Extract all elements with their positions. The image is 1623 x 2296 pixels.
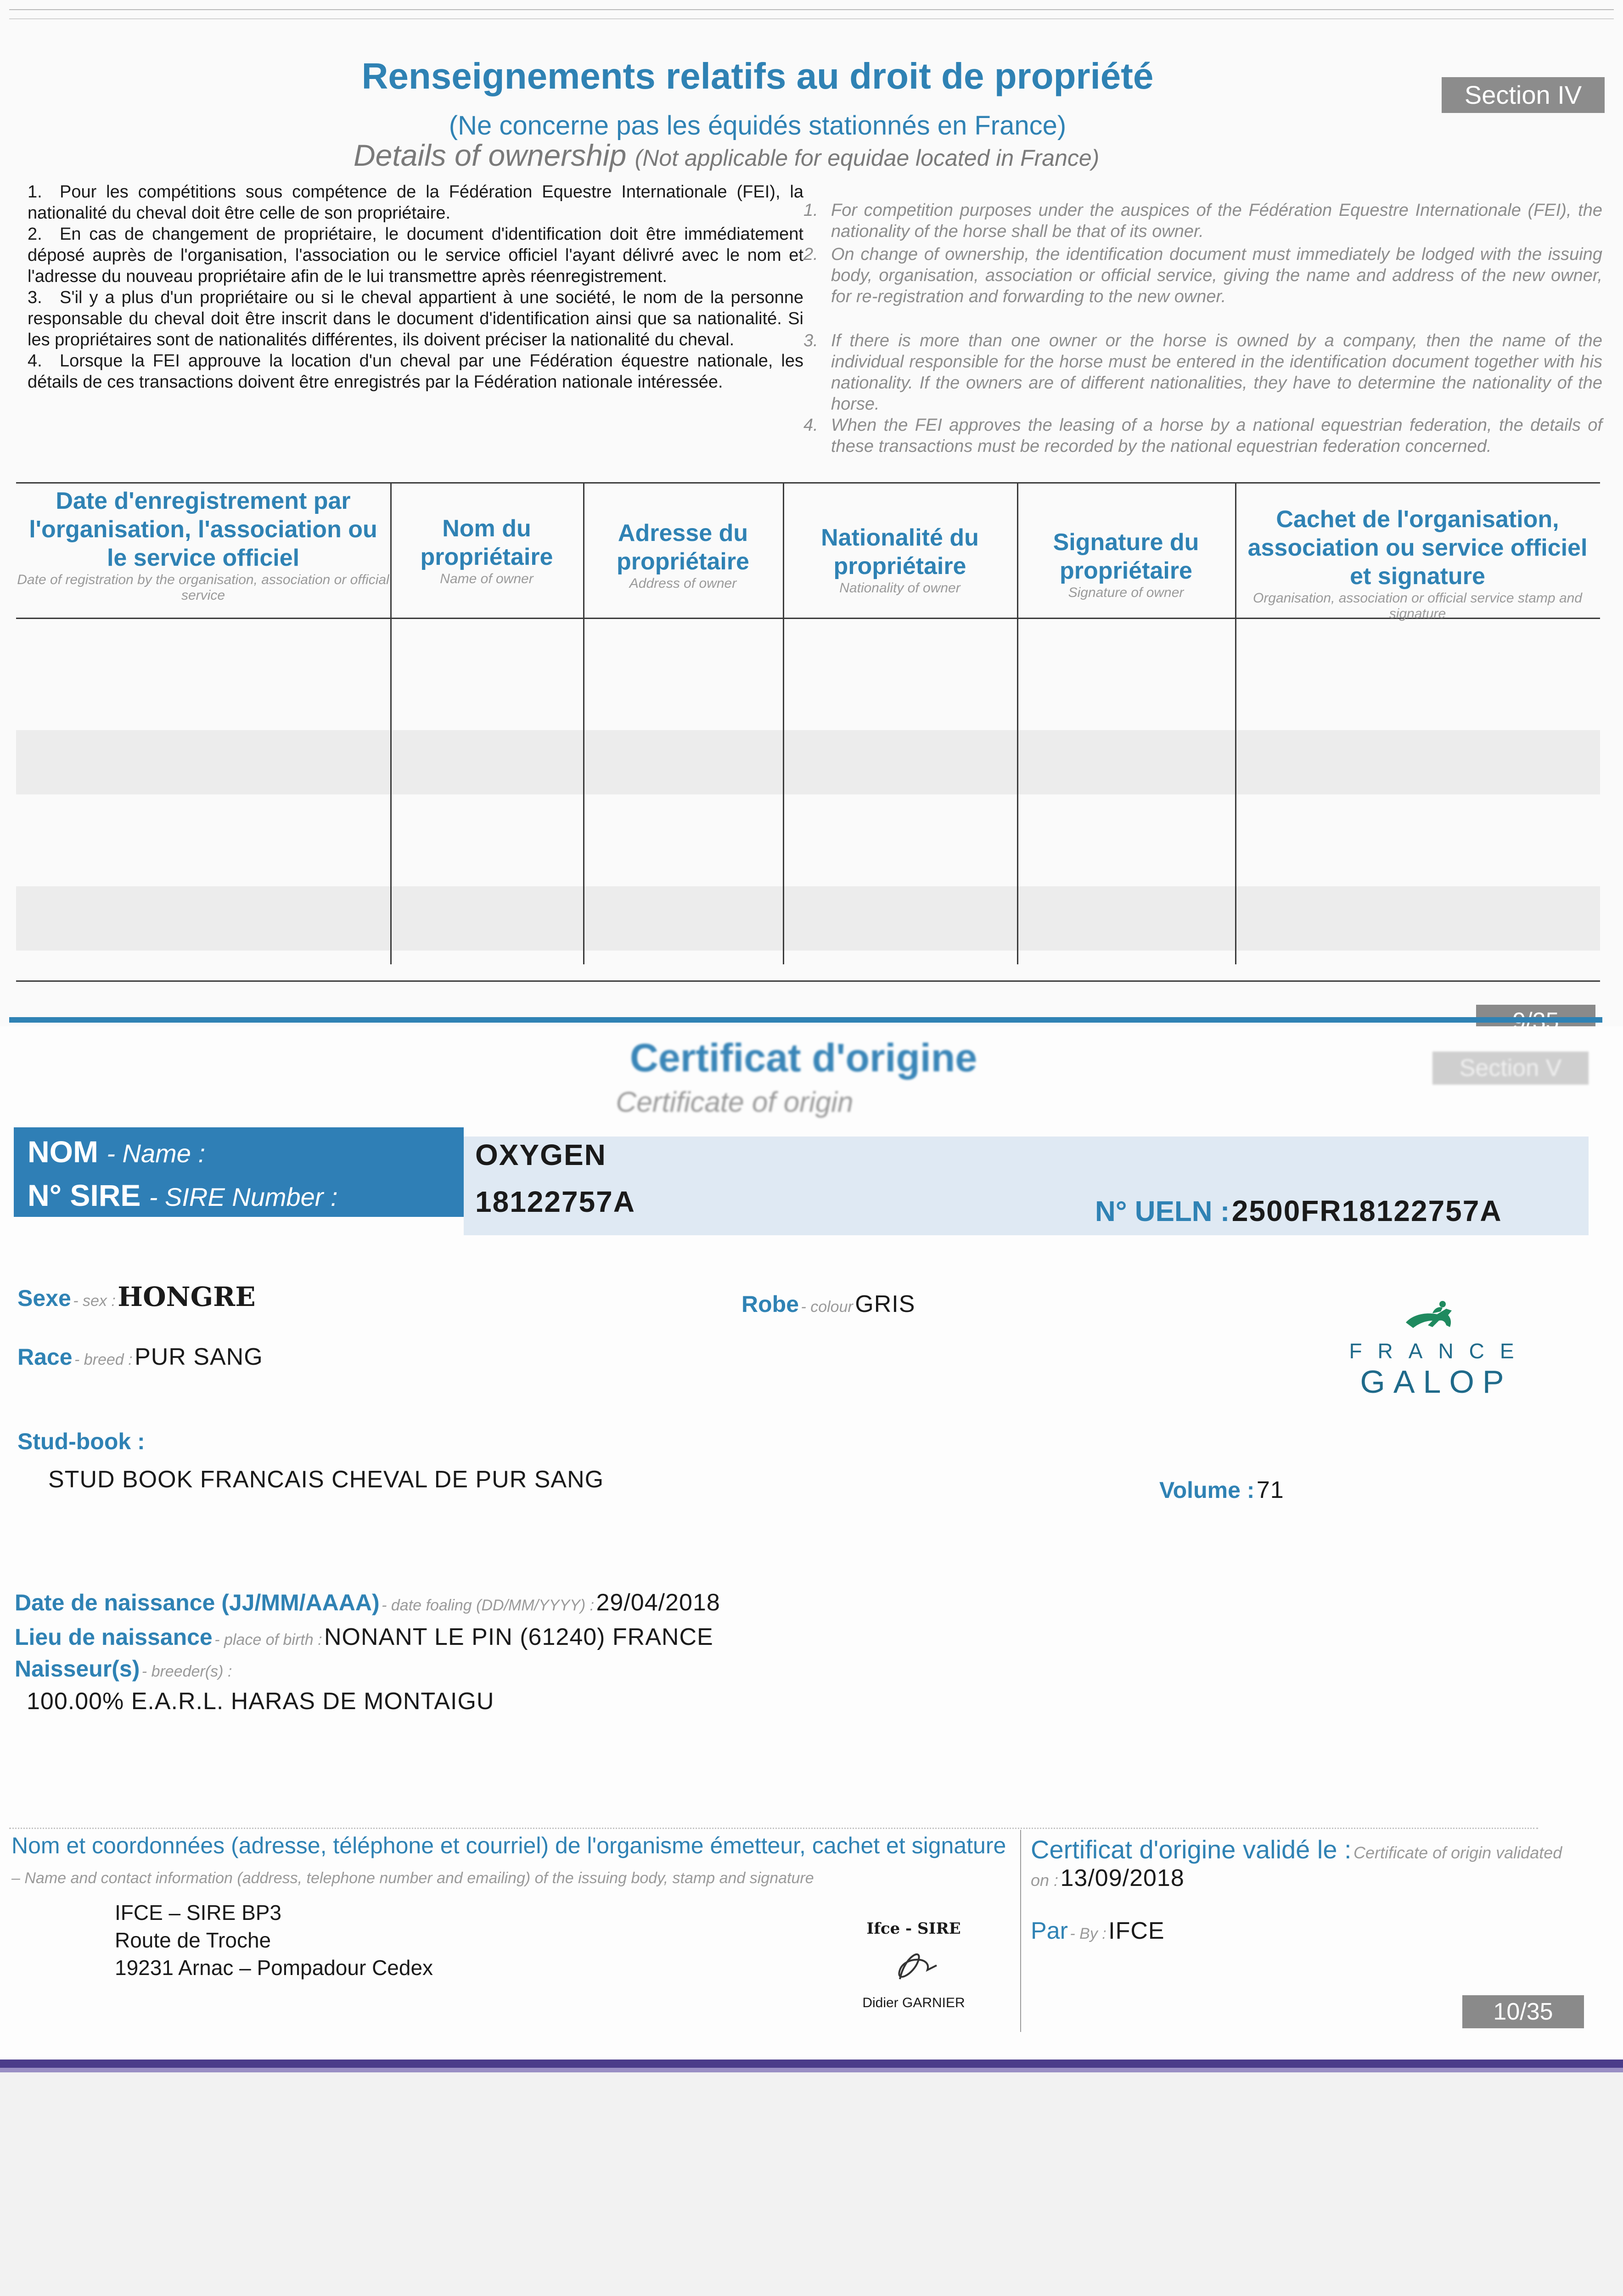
section-iv-subtitle-fr: (Ne concerne pas les équidés stationnés en France) — [449, 111, 1067, 141]
breeder-label: Naisseur(s) — [15, 1656, 140, 1682]
note-fr-3 — [28, 287, 803, 350]
ownership-table — [16, 482, 1600, 987]
pob-label: Lieu de naissance — [15, 1624, 213, 1650]
volume-value: 71 — [1256, 1477, 1284, 1503]
validation-block — [1031, 1835, 1582, 1892]
col-header-nationality — [783, 523, 1017, 596]
issuer-stamp — [840, 1919, 987, 2011]
col-header-en: Signature of owner — [1068, 585, 1184, 600]
note-en-2 — [803, 244, 1602, 307]
dob-field — [15, 1589, 720, 1616]
ueln-value: 2500FR18122757A — [1231, 1194, 1502, 1227]
note-text: En cas de changement de propriétaire, le document d'identification doit être immédiatement déposé auprès de l'organisation, l'association ou le service officiel l'ayant délivré avec le nom et l'adresse du nouveau propriétaire afin de le lui transmettre après réenregistrement. — [28, 225, 803, 286]
scan-edge-line — [9, 18, 1614, 19]
note-fr-1 — [28, 181, 803, 224]
dotted-separator — [9, 1828, 1538, 1829]
section-v-badge: Section V — [1432, 1052, 1589, 1085]
by-hint: - By : — [1070, 1925, 1106, 1942]
note-text: Pour les compétitions sous compétence de la Fédération Equestre Internationale (FEI), la nationalité du cheval doit être celle de son propriétaire. — [28, 182, 803, 223]
france-galop-logo — [1327, 1295, 1538, 1414]
name-label — [28, 1134, 205, 1169]
note-number: 1. — [803, 201, 818, 220]
stamp-name: Didier GARNIER — [862, 1995, 965, 2010]
section-v-subtitle: Certificate of origin — [616, 1086, 854, 1118]
col-header-address — [583, 519, 783, 591]
sexe-field — [17, 1281, 256, 1312]
logo-text-galop: GALOP — [1360, 1364, 1512, 1400]
subtitle-en-text: Details of ownership — [354, 138, 627, 172]
table-band — [16, 886, 1600, 951]
pob-value: NONANT LE PIN (61240) FRANCE — [324, 1624, 713, 1650]
note-number: 1. — [28, 182, 42, 202]
dob-hint: - date foaling (DD/MM/YYYY) : — [382, 1597, 595, 1614]
page-bottom-edge — [0, 2060, 1623, 2068]
page-number-10: 10/35 — [1462, 1995, 1584, 2028]
issuer-hint: – Name and contact information (address, telephone number and emailing) of the issuing body, stamp and signature — [11, 1869, 814, 1887]
note-number: 2. — [28, 225, 42, 244]
page-top-rule — [9, 1017, 1602, 1023]
note-text: If there is more than one owner or the horse is owned by a company, then the name of the individual responsible for the horse must be entered in the identification document together with his nationality. If the owners are of different nationalities, they have to determine the nationality of the horse. — [831, 331, 1602, 414]
issuer-line: IFCE – SIRE BP3 — [115, 1901, 282, 1925]
col-header-fr: Date d'enregistrement par l'organisation, l'association ou le service officiel — [29, 488, 377, 571]
col-header-date — [16, 487, 390, 603]
stamp-org: Ifce - SIRE — [866, 1919, 961, 1938]
issuer-line: Route de Troche — [115, 1928, 271, 1952]
horse-jockey-icon — [1400, 1295, 1465, 1336]
sire-label — [28, 1178, 338, 1213]
race-label: Race — [17, 1344, 73, 1370]
sexe-label: Sexe — [17, 1285, 71, 1311]
sire-number-value: 18122757A — [475, 1185, 635, 1218]
by-field — [1031, 1917, 1165, 1945]
col-header-fr: Signature du propriétaire — [1053, 529, 1199, 584]
table-rule — [16, 482, 1600, 484]
col-header-fr: Cachet de l'organisation, association ou service officiel et signature — [1247, 506, 1588, 590]
note-number: 3. — [803, 331, 818, 350]
col-header-fr: Adresse du propriétaire — [617, 520, 749, 575]
note-text: On change of ownership, the identification document must immediately be lodged with the issuing body, organisation, association or official service, giving the name and address of the new owner, for re-registration and forwarding to the new owner. — [831, 245, 1602, 306]
note-number: 4. — [28, 351, 42, 371]
issuer-label: Nom et coordonnées (adresse, téléphone et courriel) de l'organisme émetteur, cachet et signature — [11, 1833, 1006, 1858]
name-label-en: - Name : — [107, 1139, 206, 1168]
validated-hint: Certificate of origin validated on : — [1031, 1843, 1562, 1890]
volume-field — [1159, 1476, 1284, 1504]
col-header-en: Address of owner — [629, 576, 737, 591]
note-text: When the FEI approves the leasing of a horse by a national equestrian federation, the details of these transactions must be recorded by the national equestrian federation concerned. — [831, 416, 1602, 456]
race-field — [17, 1343, 263, 1371]
sire-label-en: - SIRE Number : — [149, 1182, 338, 1211]
dob-value: 29/04/2018 — [596, 1589, 720, 1616]
pob-hint: - place of birth : — [214, 1631, 322, 1649]
note-text: S'il y a plus d'un propriétaire ou si le cheval appartient à une société, le nom de la personne responsable du cheval doit être inscrit dans le document d'identification ainsi que sa nationalité. Si les propriétaires sont de nationalités différentes, ils doivent préciser la nationalité du cheval. — [28, 288, 803, 349]
dob-label: Date de naissance (JJ/MM/AAAA) — [15, 1590, 380, 1615]
note-text: For competition purposes under the auspices of the Fédération Equestre Internationale (FEI), the nationality of the horse shall be that of its owner. — [831, 201, 1602, 241]
notes-en — [803, 200, 1602, 457]
sexe-value: HONGRE — [118, 1281, 256, 1312]
breeder-value: 100.00% E.A.R.L. HARAS DE MONTAIGU — [27, 1688, 494, 1715]
col-header-en: Date of registration by the organisation, association or official service — [17, 572, 389, 603]
breeder-field — [15, 1655, 232, 1682]
studbook-value: STUD BOOK FRANCAIS CHEVAL DE PUR SANG — [48, 1466, 604, 1493]
scan-background — [0, 2072, 1623, 2296]
robe-label: Robe — [741, 1291, 799, 1317]
breeder-hint: - breeder(s) : — [141, 1663, 232, 1680]
footer-divider — [1020, 1830, 1021, 2032]
col-header-fr: Nom du propriétaire — [420, 515, 553, 570]
sire-label-fr: N° SIRE — [28, 1178, 141, 1212]
pob-field — [15, 1623, 713, 1651]
col-header-stamp — [1235, 505, 1600, 622]
note-en-4 — [803, 415, 1602, 457]
horse-name-value: OXYGEN — [475, 1138, 607, 1171]
issuer-address — [115, 1899, 433, 1981]
scan-edge-line — [9, 9, 1614, 10]
page-bottom-edge-light — [0, 2068, 1623, 2072]
sexe-hint: - sex : — [73, 1292, 116, 1310]
name-label-fr: NOM — [28, 1135, 98, 1169]
robe-value: GRIS — [855, 1291, 915, 1317]
ueln-label: N° UELN : — [1095, 1196, 1230, 1227]
note-number: 2. — [803, 245, 818, 264]
section-iv-subtitle-en — [354, 138, 1099, 173]
note-fr-4 — [28, 350, 803, 393]
ueln-field — [1095, 1194, 1502, 1228]
race-hint: - breed : — [74, 1351, 133, 1368]
section-iv-title: Renseignements relatifs au droit de propriété — [361, 56, 1154, 96]
by-value: IFCE — [1108, 1918, 1165, 1944]
issuer-line: 19231 Arnac – Pompadour Cedex — [115, 1956, 433, 1980]
validated-label: Certificat d'origine validé le : — [1031, 1835, 1352, 1864]
issuer-block — [11, 1832, 1008, 1895]
section-iv-badge: Section IV — [1442, 77, 1605, 113]
note-number: 4. — [803, 416, 818, 435]
table-band — [16, 730, 1600, 794]
note-text: Lorsque la FEI approuve la location d'un cheval par une Fédération équestre nationale, les détails de ces transactions doivent être enregistrés par la Fédération nationale intéressée. — [28, 351, 803, 392]
note-number: 3. — [28, 288, 42, 307]
col-header-en: Name of owner — [440, 571, 534, 586]
race-value: PUR SANG — [135, 1344, 263, 1370]
robe-field — [741, 1290, 915, 1318]
table-rule — [16, 980, 1600, 982]
col-header-name — [390, 514, 583, 587]
col-header-signature — [1017, 528, 1235, 601]
subtitle-en-note: (Not applicable for equidae located in France) — [635, 145, 1100, 171]
note-en-3 — [803, 330, 1602, 415]
validated-value: 13/09/2018 — [1060, 1865, 1185, 1891]
section-v-title: Certificat d'origine — [629, 1036, 977, 1080]
volume-label: Volume : — [1159, 1477, 1255, 1503]
col-header-en: Nationality of owner — [839, 580, 960, 596]
note-en-1 — [803, 200, 1602, 242]
studbook-label: Stud-book : — [17, 1429, 145, 1454]
robe-hint: - colour — [801, 1298, 853, 1316]
notes-fr — [28, 181, 803, 393]
logo-text-france: FRANCE — [1349, 1339, 1530, 1363]
col-header-en: Organisation, association or official service stamp and signature — [1252, 591, 1582, 621]
signature-mark — [868, 1938, 960, 1993]
note-fr-2 — [28, 224, 803, 287]
col-header-fr: Nationalité du propriétaire — [821, 524, 979, 580]
by-label: Par — [1031, 1918, 1068, 1944]
